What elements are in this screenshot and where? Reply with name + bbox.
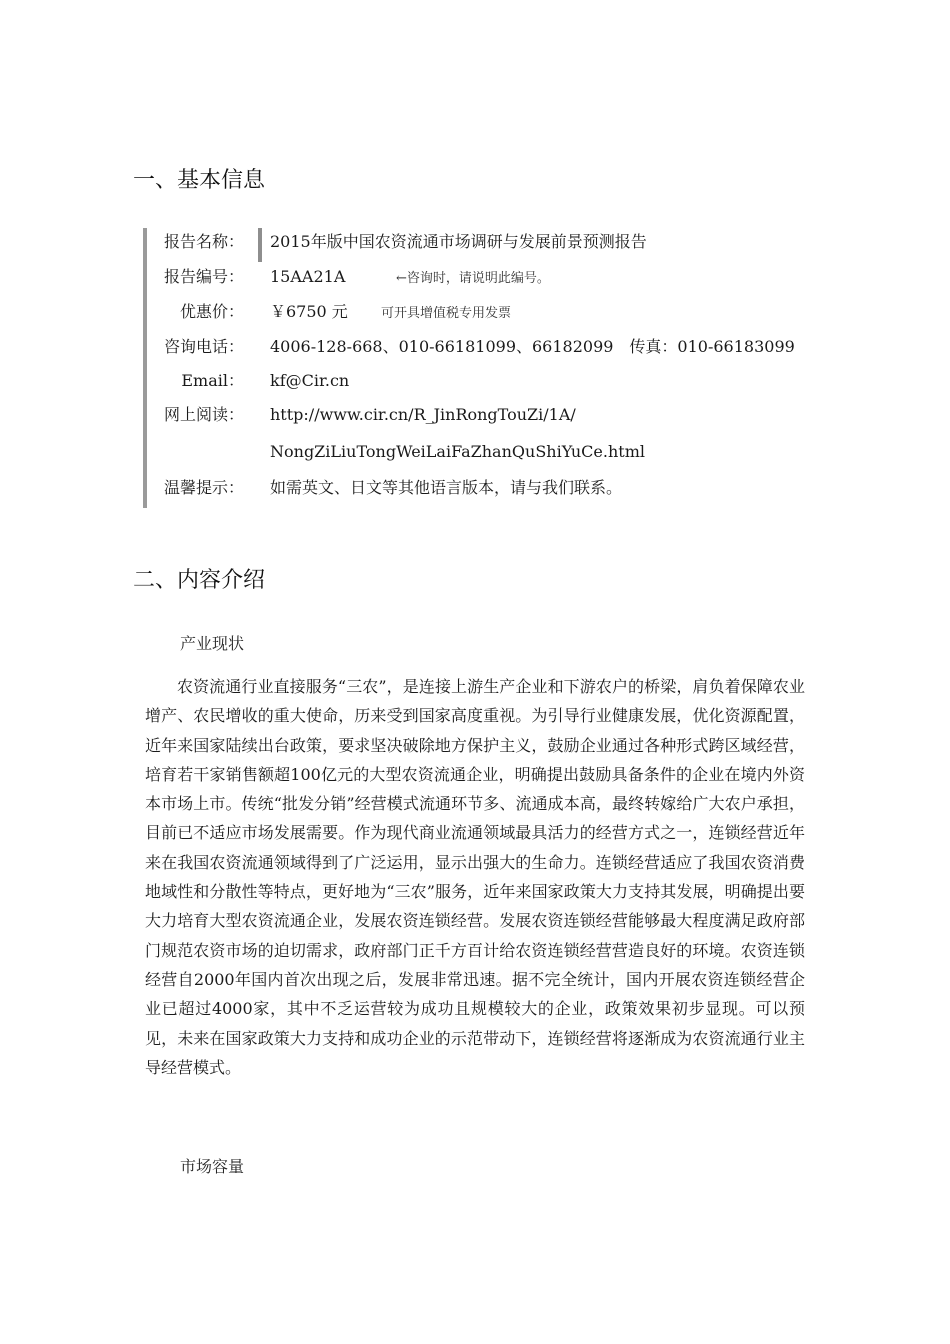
- info-block-left-bar: [143, 228, 147, 508]
- value-online-url-line2[interactable]: NongZiLiuTongWeiLaiFaZhanQuShiYuCe.html: [270, 442, 645, 461]
- subheading-industry-status: 产业现状: [180, 634, 245, 653]
- paragraph-industry-status: 农资流通行业直接服务“三农”，是连接上游生产企业和下游农户的桥梁，肩负着保障农业增产、农民增收的重大使命，历来受到国家高度重视。为引导行业健康发展，优化资源配置，近年来国家陆续出台政策，要求坚决破除地方保护主义，鼓励企业通过各种形式跨区域经营，培育若干家销售额超100亿元的大型农资流通企业，明确提出鼓励具备条件的企业在境内外资本市场上市。传统“批发分销”经营模式流通环节多、流通成本高，最终转嫁给广大农户承担，目前已不适应市场发展需要。作为现代商业流通领域最具活力的经营方式之一，连锁经营近年来在我国农资流通领域得到了广泛运用，显示出强大的生命力。连锁经营适应了我国农资消费地域性和分散性等特点，更好地为“三农”服务，近年来国家政策大力支持其发展，明确提出要大力培育大型农资流通企业，发展农资连锁经营。发展农资连锁经营能够最大程度满足政府部门规范农资市场的迫切需求，政府部门正千方百计给农资连锁经营营造良好的环境。农资连锁经营自2000年国内首次出现之后，发展非常迅速。据不完全统计，国内开展农资连锁经营企业已超过4000家，其中不乏运营较为成功且规模较大的企业，政策效果初步显现。可以预见，未来在国家政策大力支持和成功企业的示范带动下，连锁经营将逐渐成为农资流通行业主导经营模式。: [145, 677, 805, 1077]
- label-report-number: 报告编号：: [163, 267, 244, 286]
- value-report-number: 15AA21A: [270, 267, 346, 286]
- label-online: 网上阅读：: [163, 405, 244, 424]
- label-tips: 温馨提示：: [163, 478, 244, 497]
- label-price: 优惠价：: [179, 302, 244, 321]
- section-title-content-intro: 二、内容介绍: [133, 568, 266, 593]
- value-tips: 如需英文、日文等其他语言版本，请与我们联系。: [270, 478, 623, 497]
- value-phone: 4006-128-668、010-66181099、66182099 传真：010-66183099: [270, 337, 795, 356]
- label-report-name: 报告名称：: [163, 232, 244, 251]
- label-email: Email：: [181, 371, 244, 390]
- label-phone: 咨询电话：: [163, 337, 244, 356]
- subheading-market-capacity: 市场容量: [180, 1157, 245, 1176]
- value-report-name: 2015年版中国农资流通市场调研与发展前景预测报告: [270, 232, 647, 251]
- value-price: ￥6750 元: [270, 302, 348, 321]
- report-name-marker: [258, 228, 262, 262]
- note-invoice: 可开具增值税专用发票: [381, 306, 512, 321]
- value-online-url-line1[interactable]: http://www.cir.cn/R_JinRongTouZi/1A/: [270, 405, 576, 424]
- section-title-basic-info: 一、基本信息: [133, 168, 266, 193]
- value-email[interactable]: kf@Cir.cn: [270, 371, 350, 390]
- note-report-number: ←咨询时，请说明此编号。: [396, 271, 550, 286]
